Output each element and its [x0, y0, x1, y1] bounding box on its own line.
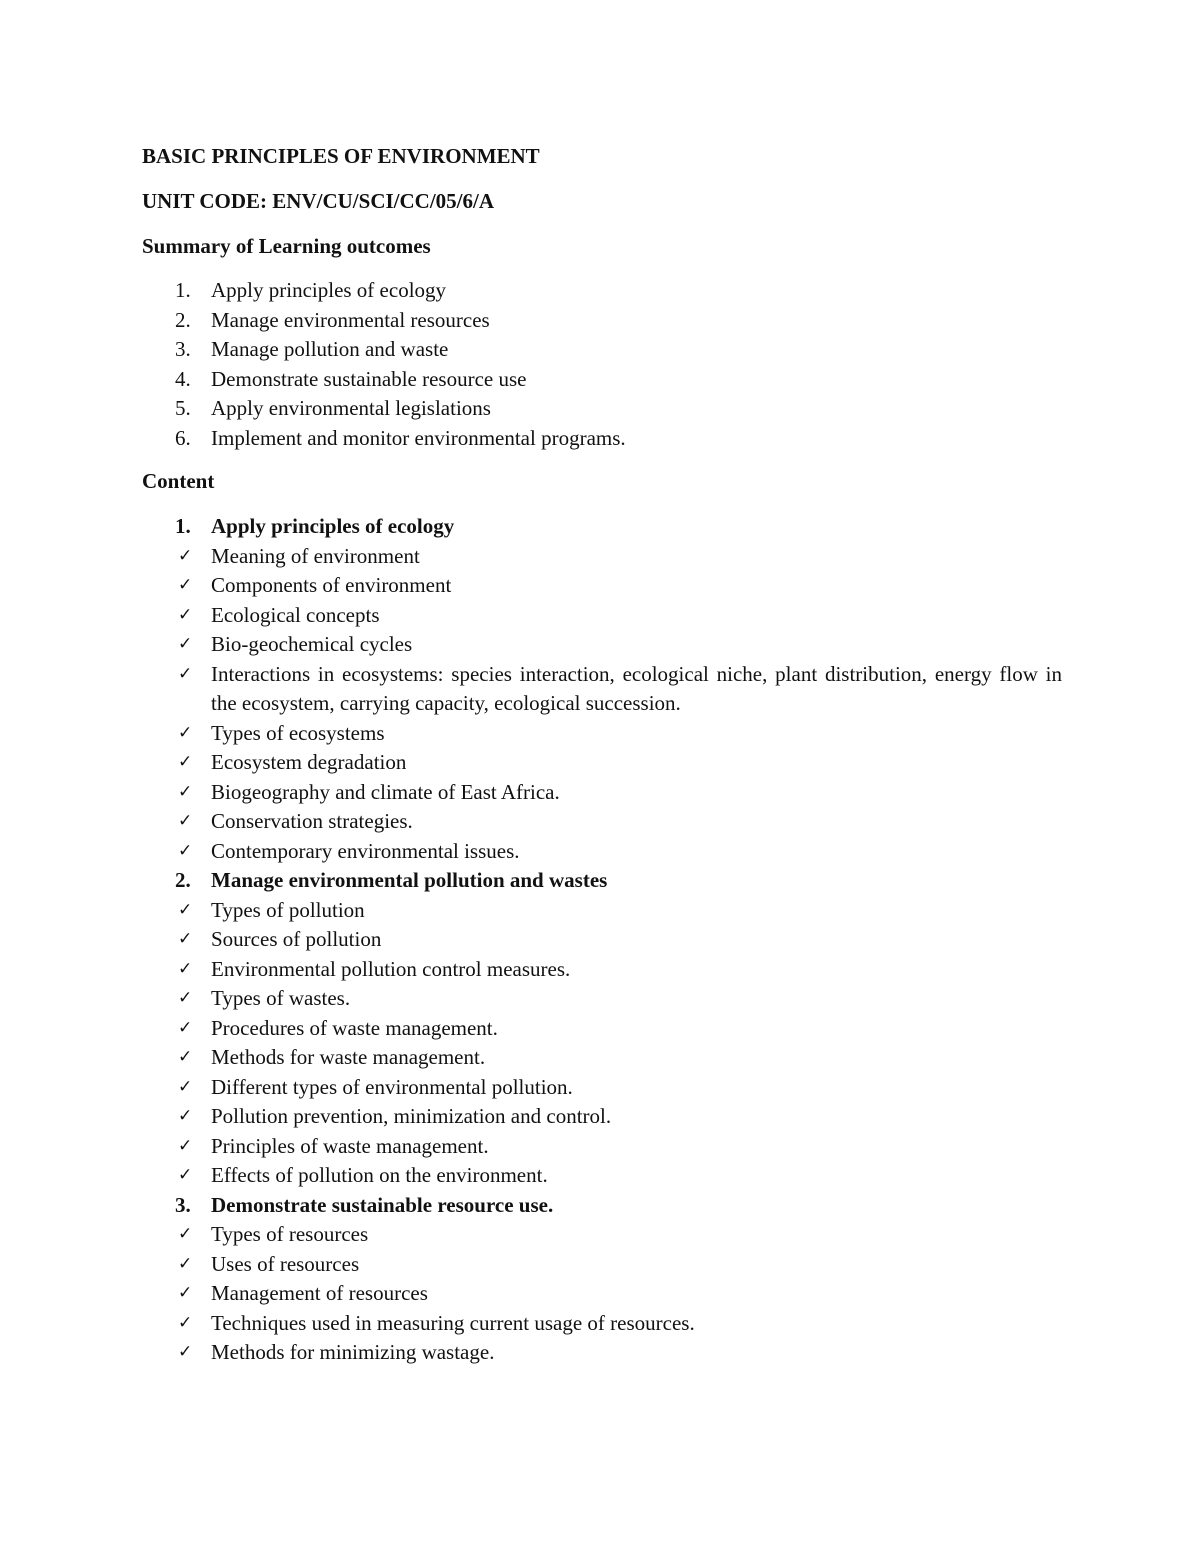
outcome-text: Demonstrate sustainable resource use [211, 366, 527, 391]
content-item [142, 748, 1062, 778]
checkmark-icon: ✓ [178, 1017, 193, 1038]
outcome-item [142, 365, 1062, 395]
content-item-text: Effects of pollution on the environment. [211, 1163, 548, 1187]
content-item-text: Uses of resources [211, 1251, 360, 1276]
content-section-heading [142, 866, 1062, 896]
outcome-number: 6. [175, 425, 191, 450]
outcome-text: Manage pollution and waste [211, 337, 449, 361]
content-item-text: Types of wastes. [211, 986, 351, 1010]
checkmark-icon: ✓ [178, 575, 193, 595]
content-heading: Content [142, 469, 215, 493]
content-item-text: Interactions in ecosystems: species interaction, ecological niche, plant distribution, energy flow in the ecosystem, carrying capacity, ecological succession. [211, 661, 1062, 715]
content-item-text: Environmental pollution control measures. [211, 956, 571, 981]
content-item-text: Ecological concepts [211, 602, 380, 627]
checkmark-icon: ✓ [178, 781, 193, 802]
content-item [142, 984, 1062, 1014]
checkmark-icon: ✓ [178, 1047, 193, 1067]
content-item [142, 1073, 1062, 1103]
content-item-text: Types of ecosystems [211, 720, 385, 745]
content-list [142, 512, 1062, 1368]
content-item [142, 1279, 1062, 1309]
checkmark-icon: ✓ [178, 811, 193, 831]
content-item [142, 955, 1062, 985]
outcome-text: Manage environmental resources [211, 307, 490, 332]
content-item [142, 807, 1062, 837]
document-title: BASIC PRINCIPLES OF ENVIRONMENT [142, 144, 540, 168]
outcome-text: Apply principles of ecology [211, 278, 447, 302]
content-item [142, 1161, 1062, 1191]
content-item-text: Techniques used in measuring current usage of resources. [211, 1310, 695, 1335]
checkmark-icon: ✓ [178, 1165, 193, 1185]
outcome-item [142, 424, 1062, 454]
summary-heading: Summary of Learning outcomes [142, 234, 431, 258]
content-item [142, 1220, 1062, 1250]
outcome-number: 2. [175, 307, 191, 332]
content-item-text: Types of pollution [211, 897, 365, 922]
section-number: 1. [175, 514, 191, 538]
content-item-text: Principles of waste management. [211, 1133, 489, 1158]
content-item [142, 925, 1062, 955]
checkmark-icon: ✓ [178, 1106, 193, 1126]
content-item-text: Conservation strategies. [211, 809, 413, 833]
checkmark-icon: ✓ [178, 988, 193, 1008]
outcome-item [142, 335, 1062, 365]
content-item-text: Types of resources [211, 1222, 369, 1246]
checkmark-icon: ✓ [178, 1342, 193, 1362]
content-item [142, 630, 1062, 660]
checkmark-icon: ✓ [178, 545, 193, 566]
content-item-text: Bio-geochemical cycles [211, 632, 413, 656]
outcome-item [142, 306, 1062, 336]
content-item [142, 1102, 1062, 1132]
content-item-text: Different types of environmental pollution. [211, 1074, 573, 1099]
content-item [142, 1132, 1062, 1162]
content-item-text: Sources of pollution [211, 927, 382, 951]
content-item [142, 837, 1062, 867]
content-item [142, 571, 1062, 601]
content-item-text: Methods for waste management. [211, 1045, 486, 1069]
content-item-text: Methods for minimizing wastage. [211, 1340, 495, 1364]
checkmark-icon: ✓ [178, 929, 193, 949]
content-item-text: Components of environment [211, 573, 452, 597]
content-item [142, 1309, 1062, 1339]
content-item-text: Management of resources [211, 1281, 428, 1305]
checkmark-icon: ✓ [178, 1135, 193, 1156]
content-item [142, 601, 1062, 631]
content-item [142, 660, 1062, 719]
learning-outcomes-list [142, 276, 1062, 453]
content-item [142, 1250, 1062, 1280]
outcome-number: 5. [175, 396, 191, 420]
outcome-item [142, 394, 1062, 424]
content-section-heading [142, 1191, 1062, 1221]
checkmark-icon: ✓ [178, 840, 193, 861]
checkmark-icon: ✓ [178, 899, 193, 920]
checkmark-icon: ✓ [178, 1283, 193, 1303]
content-item-text: Ecosystem degradation [211, 750, 407, 774]
content-item-text: Pollution prevention, minimization and control. [211, 1104, 612, 1128]
checkmark-icon: ✓ [178, 722, 193, 743]
outcome-number: 4. [175, 366, 191, 391]
outcome-number: 1. [175, 278, 191, 302]
content-item [142, 1014, 1062, 1044]
checkmark-icon: ✓ [178, 604, 193, 625]
content-section-heading [142, 512, 1062, 542]
outcome-number: 3. [175, 337, 191, 361]
content-item-text: Procedures of waste management. [211, 1015, 498, 1040]
section-title: Apply principles of ecology [211, 514, 455, 538]
content-item [142, 1338, 1062, 1368]
content-item [142, 896, 1062, 926]
checkmark-icon: ✓ [178, 1312, 193, 1333]
checkmark-icon: ✓ [178, 958, 193, 979]
section-title: Demonstrate sustainable resource use. [211, 1192, 554, 1217]
checkmark-icon: ✓ [178, 1224, 193, 1244]
section-title: Manage environmental pollution and wastes [211, 868, 608, 892]
outcome-item [142, 276, 1062, 306]
content-item [142, 719, 1062, 749]
checkmark-icon: ✓ [178, 663, 193, 684]
checkmark-icon: ✓ [178, 1253, 193, 1274]
outcome-text: Apply environmental legislations [211, 396, 491, 420]
checkmark-icon: ✓ [178, 634, 193, 654]
unit-code: UNIT CODE: ENV/CU/SCI/CC/05/6/A [142, 189, 494, 213]
content-item [142, 1043, 1062, 1073]
content-item [142, 778, 1062, 808]
content-item-text: Biogeography and climate of East Africa. [211, 779, 560, 804]
content-item-text: Meaning of environment [211, 543, 420, 568]
checkmark-icon: ✓ [178, 1076, 193, 1097]
content-item [142, 542, 1062, 572]
checkmark-icon: ✓ [178, 752, 193, 772]
section-number: 3. [175, 1192, 191, 1217]
content-item-text: Contemporary environmental issues. [211, 838, 520, 863]
outcome-text: Implement and monitor environmental programs. [211, 425, 626, 450]
section-number: 2. [175, 868, 191, 892]
